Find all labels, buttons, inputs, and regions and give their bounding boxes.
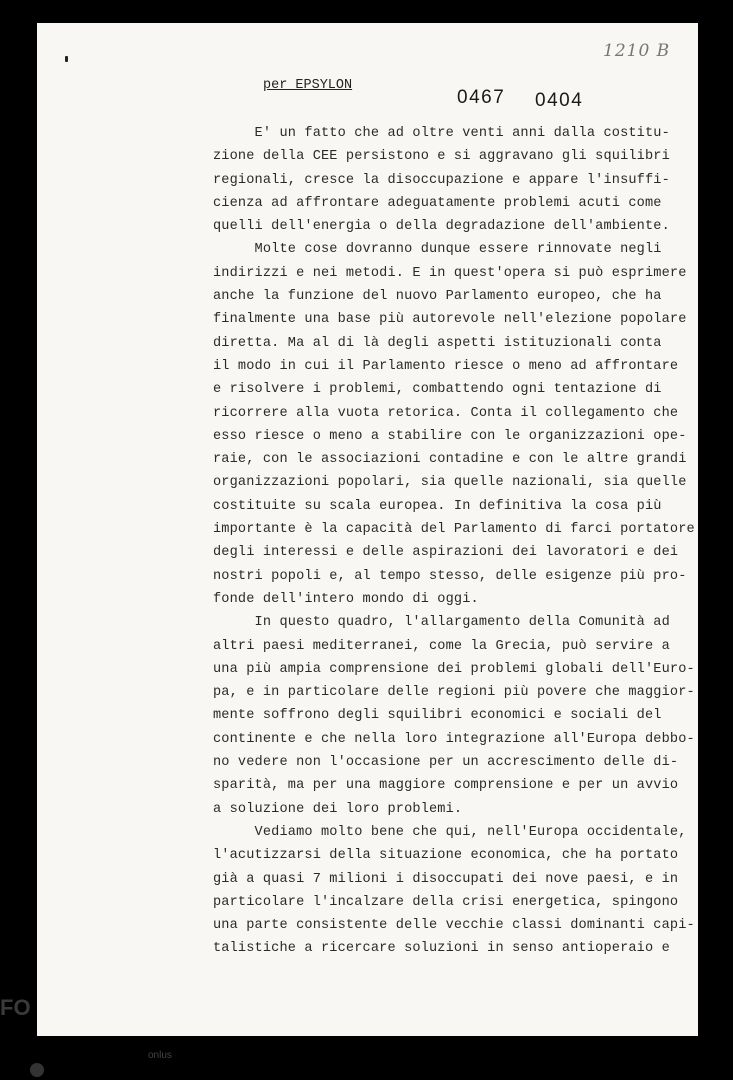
text-line: continente e che nella loro integrazione all'Europa debbo-: [213, 731, 695, 747]
text-line: regionali, cresce la disoccupazione e appare l'insuffi-: [213, 172, 670, 188]
text-line: nostri popoli e, al tempo stesso, delle esigenze più pro-: [213, 568, 687, 584]
text-line: zione della CEE persistono e si aggravano gli squilibri: [213, 149, 670, 165]
text-line: diretta. Ma al di là degli aspetti istituzionali conta: [213, 335, 662, 351]
text-line: altri paesi mediterranei, come la Grecia, può servire a: [213, 638, 670, 654]
text-line: costituite su scala europea. In definitiva la cosa più: [213, 498, 662, 514]
text-line: fonde dell'intero mondo di oggi.: [213, 591, 479, 607]
text-line: pa, e in particolare delle regioni più povere che maggior-: [213, 685, 695, 701]
text-line: In questo quadro, l'allargamento della Comunità ad: [213, 615, 670, 631]
text-line: il modo in cui il Parlamento riesce o meno ad affrontare: [213, 358, 679, 374]
watermark-logo: FO: [0, 995, 31, 1020]
text-line: ricorrere alla vuota retorica. Conta il collegamento che: [213, 405, 679, 421]
text-line: finalmente una base più autorevole nell'elezione popolare: [213, 312, 687, 328]
paragraph: [213, 611, 695, 821]
text-line: E' un fatto che ad oltre venti anni dalla costitu-: [213, 126, 670, 141]
watermark-dot: [30, 1063, 44, 1077]
text-line: Vediamo molto bene che qui, nell'Europa occidentale,: [213, 824, 687, 840]
stamp-number: 0404: [535, 90, 584, 111]
text-line: esso riesce o meno a stabilire con le organizzazioni ope-: [213, 428, 687, 444]
ink-mark: [65, 56, 68, 62]
text-line: mente soffrono degli squilibri economici e sociali del: [213, 708, 662, 724]
text-line: particolare l'incalzare della crisi energetica, spingono: [213, 894, 679, 910]
text-line: degli interessi e delle aspirazioni dei lavoratori e dei: [213, 545, 679, 561]
text-line: indirizzi e nei metodi. E in quest'opera si può esprimere: [213, 265, 687, 281]
text-line: sparità, ma per una maggiore comprensione e per un avvio: [213, 778, 679, 794]
text-line: l'acutizzarsi della situazione economica, che ha portato: [213, 848, 679, 864]
body-text: [213, 122, 695, 961]
text-line: raie, con le associazioni contadine e con le altre grandi: [213, 452, 687, 468]
text-line: già a quasi 7 milioni i disoccupati dei nove paesi, e in: [213, 871, 679, 887]
text-line: una parte consistente delle vecchie classi dominanti capi-: [213, 918, 695, 934]
text-line: organizzazioni popolari, sia quelle nazionali, sia quelle: [213, 475, 687, 491]
text-line: a soluzione dei loro problemi.: [213, 801, 463, 817]
watermark-subtitle: onlus: [148, 1050, 172, 1061]
handwritten-reference: 1210 B: [603, 41, 671, 61]
text-line: quelli dell'energia o della degradazione dell'ambiente.: [213, 219, 670, 235]
text-line: anche la funzione del nuovo Parlamento europeo, che ha: [213, 289, 662, 305]
text-line: no vedere non l'occasione per un accrescimento delle di-: [213, 755, 679, 771]
stamp-number: 0467: [457, 87, 506, 108]
text-line: cienza ad affrontare adeguatamente problemi acuti come: [213, 195, 662, 211]
text-line: talistiche a ricercare soluzioni in senso antioperaio e: [213, 941, 670, 957]
text-line: importante è la capacità del Parlamento di farci portatore: [213, 522, 695, 538]
paragraph: [213, 821, 695, 961]
text-line: una più ampia comprensione dei problemi globali dell'Euro-: [213, 661, 695, 677]
header-label: per EPSYLON: [263, 78, 353, 93]
text-line: e risolvere i problemi, combattendo ogni tentazione di: [213, 382, 662, 398]
paragraph: [213, 122, 695, 238]
document-page: [37, 23, 698, 1036]
paragraph: [213, 238, 695, 611]
text-line: Molte cose dovranno dunque essere rinnovate negli: [213, 242, 662, 258]
